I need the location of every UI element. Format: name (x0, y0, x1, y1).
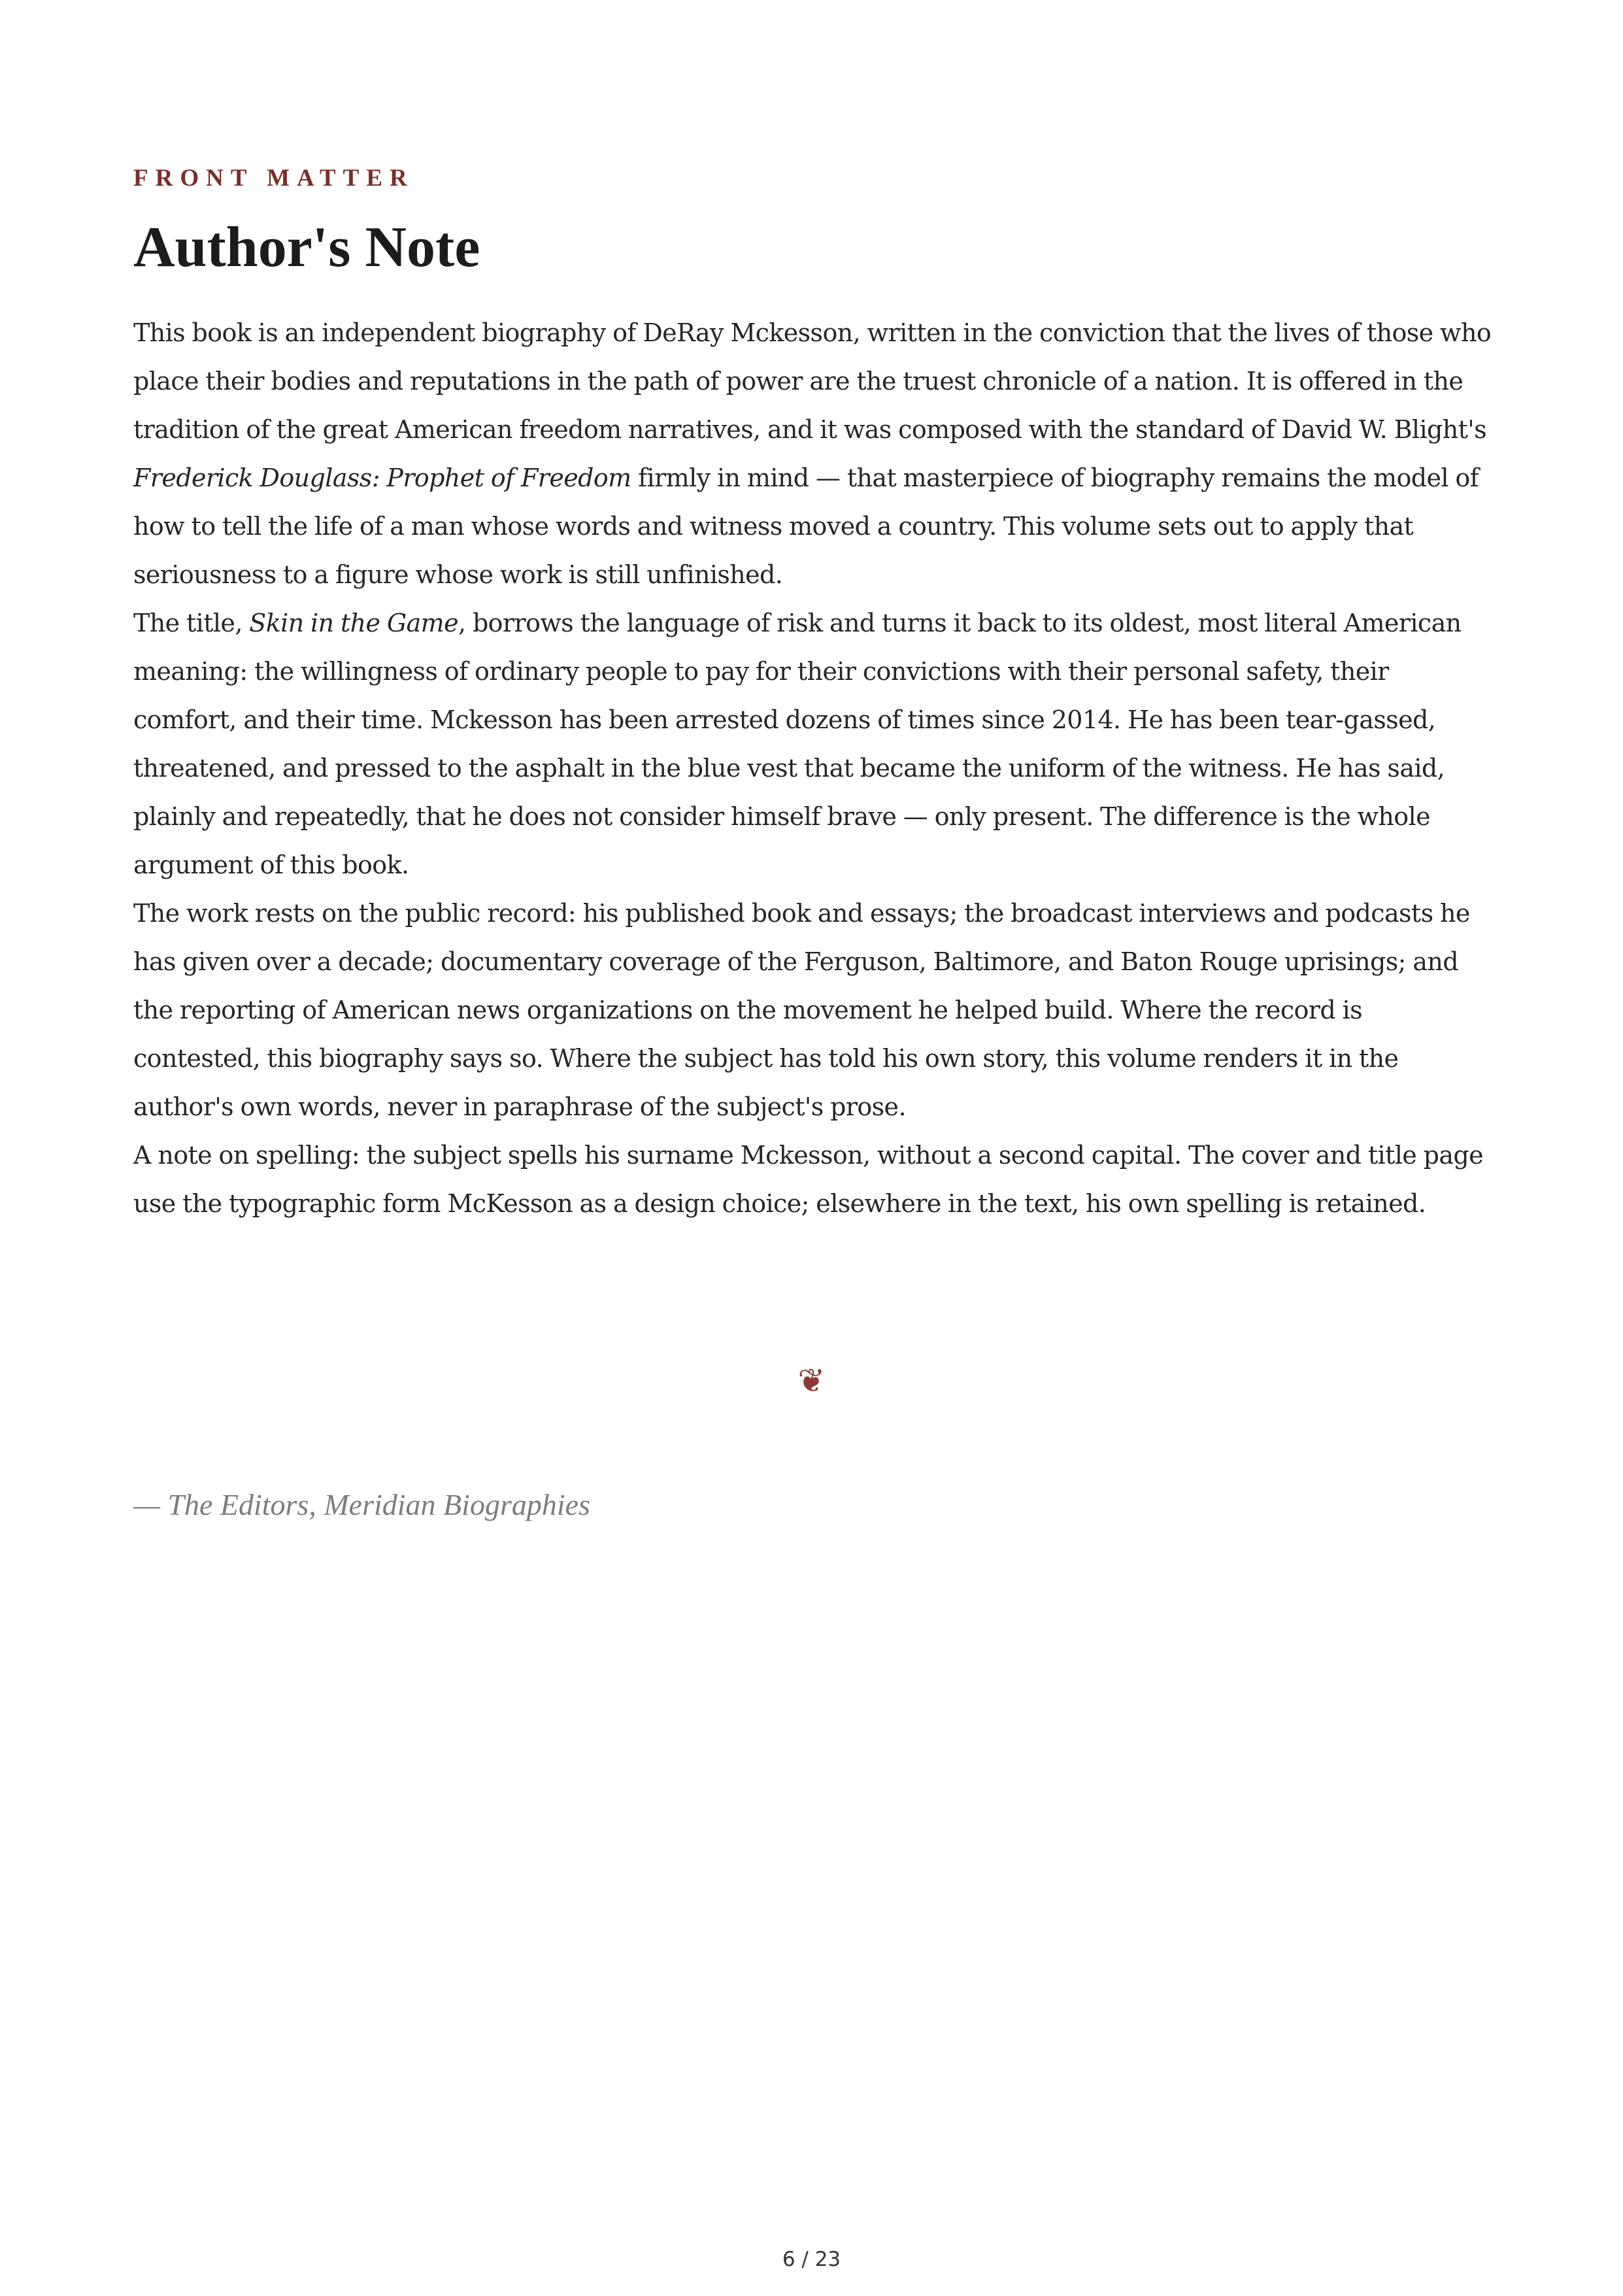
paragraph-text: This book is an independent biography of DeRay Mckesson, written in the conviction that the lives of those who place their bodies and reputations in the path of power are the truest chronicle of a nation. It is offered in the tradition of the great American freedom narratives, and it was composed with the standard of David W. Blight's (133, 318, 1492, 444)
section-kicker: FRONT MATTER (133, 165, 414, 192)
fleuron-ornament-icon: ❦ (797, 1362, 826, 1400)
page-title: Author's Note (133, 216, 480, 279)
paragraph-text: firmly in mind — that masterpiece of biography remains the model of how to tell the life of a man whose words and witness moved a country. This volume sets out to apply that seriousness to a figure whose work is still unfinished. (133, 464, 1479, 589)
italic-title-text: Skin in the Game (249, 609, 458, 637)
italic-title-text: Frederick Douglass: Prophet of Freedom (133, 464, 631, 492)
paragraph-text: , borrows the language of risk and turns it back to its oldest, most literal American meaning: the willingness of ordinary people to pay for their convictions with their personal safety, their comfort, and their time. Mckesson has been arrested dozens of times since 2014. He has been tear-gassed, threatened, and pressed to the asphalt in the blue vest that became the uniform of the witness. He has said, plainly and repeatedly, that he does not consider himself brave — only present. The difference is the whole argument of this book. (133, 609, 1462, 879)
page-number: 6 / 23 (782, 2248, 841, 2271)
body-paragraph (133, 309, 1496, 599)
page-content (133, 162, 1496, 1228)
body-paragraph (133, 599, 1496, 889)
body-paragraph (133, 889, 1496, 1131)
paragraph-text: A note on spelling: the subject spells his surname Mckesson, without a second capital. The cover and title page use the typographic form McKesson as a design choice; elsewhere in the text, his own spelling is retained. (133, 1141, 1484, 1218)
body-paragraph (133, 1131, 1496, 1228)
paragraph-text: The title, (133, 609, 250, 637)
editors-signoff: — The Editors, Meridian Biographies (133, 1488, 590, 1521)
body-text (133, 309, 1496, 1228)
paragraph-text: The work rests on the public record: his published book and essays; the broadcast interviews and podcasts he has given over a decade; documentary coverage of the Ferguson, Baltimore, and Baton Rouge uprisings; and the reporting of American news organizations on the movement he helped build. Where the record is contested, this biography says so. Where the subject has told his own story, this volume renders it in the author's own words, never in paraphrase of the subject's prose. (133, 899, 1470, 1121)
